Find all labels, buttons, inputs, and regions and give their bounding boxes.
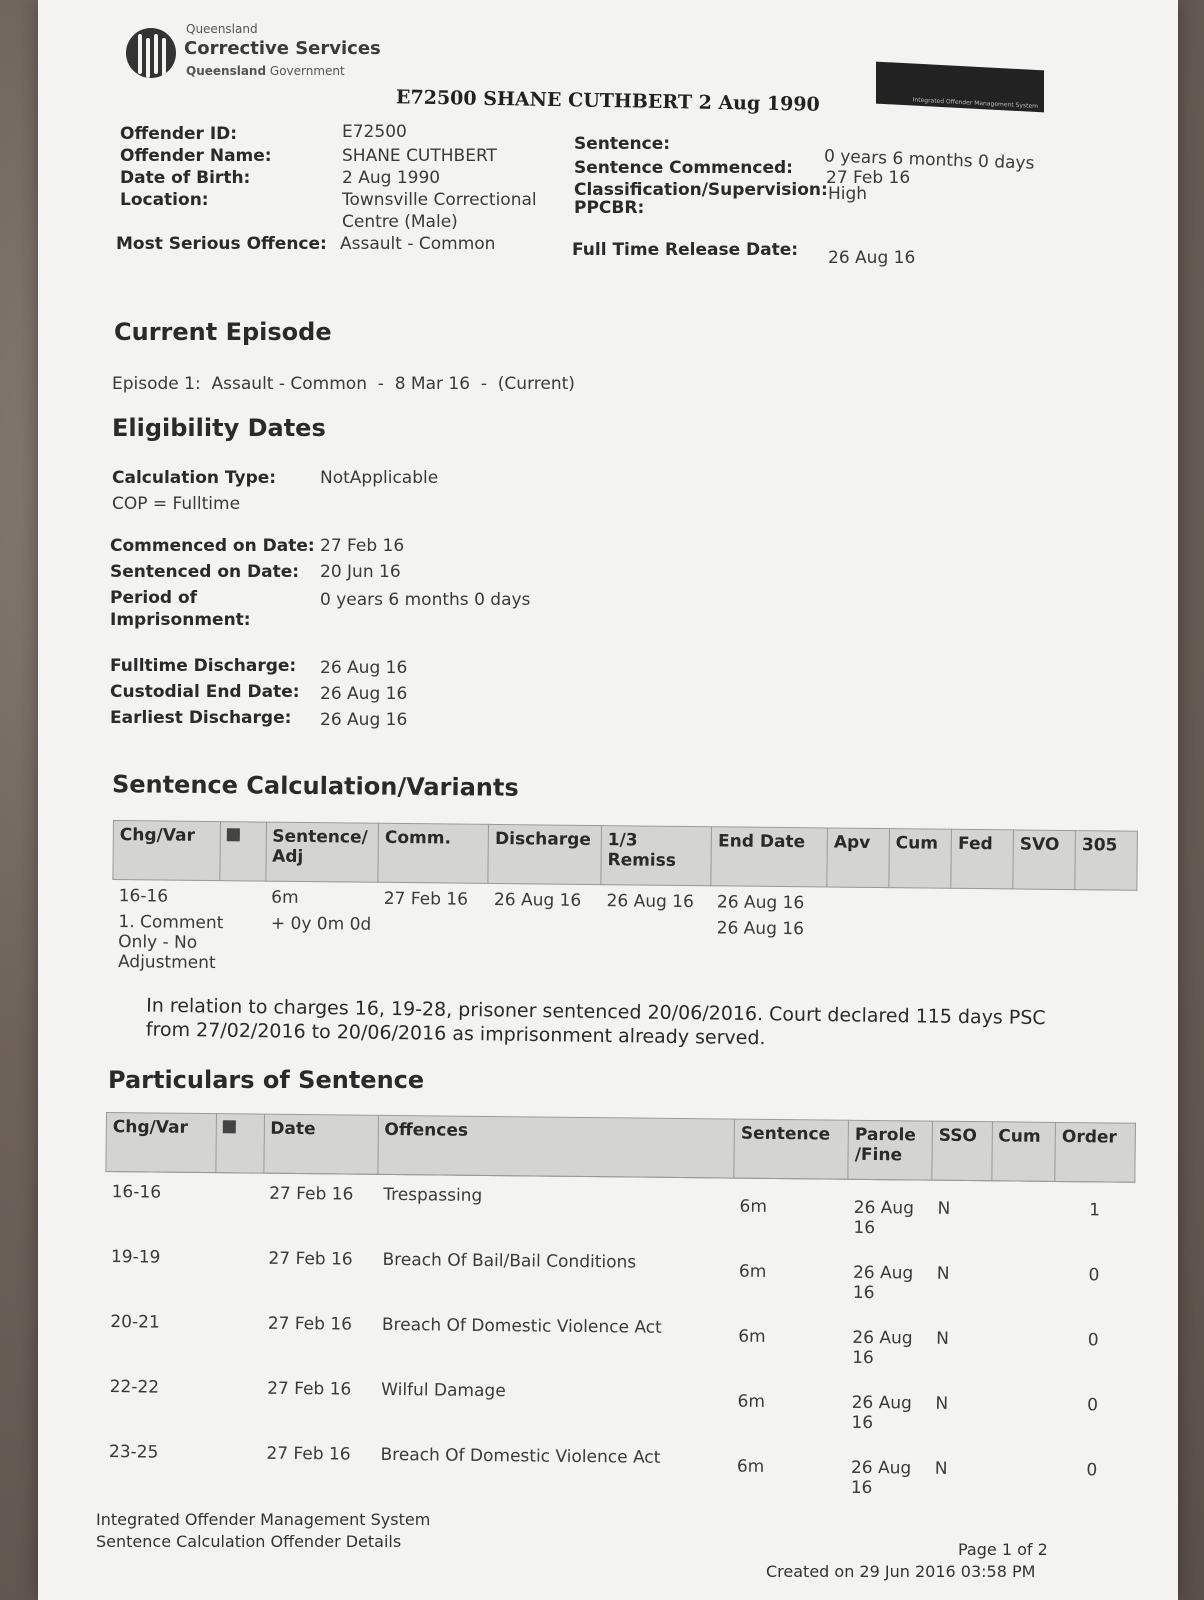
sentence-length: 0 years 6 months 0 days [823, 146, 1035, 174]
table-row: 19-19 27 Feb 16 Breach Of Bail/Bail Conditions 6m 26 Aug 16 N 0 [110, 1247, 1100, 1304]
col-chg-var: Chg/Var [106, 1113, 217, 1173]
page-number: Page 1 of 2 [958, 1540, 1048, 1559]
commenced-on-label: Commenced on Date: [110, 536, 315, 556]
offender-id: E72500 [342, 122, 407, 142]
col-sentence: Sentence [734, 1119, 849, 1179]
particulars-table [102, 1112, 1136, 1508]
classification-label: Classification/Supervision: [574, 180, 828, 200]
calc-remiss: 26 Aug 16 [606, 891, 694, 913]
earliest-discharge: 26 Aug 16 [320, 710, 408, 730]
commenced-label: Sentence Commenced: [574, 158, 793, 178]
current-episode-heading: Current Episode [114, 318, 332, 346]
sentenced-on: 20 Jun 16 [320, 562, 401, 582]
cop-text: COP = Fulltime [112, 494, 241, 514]
dob-label: Date of Birth: [120, 168, 251, 188]
offender-name-label: Offender Name: [120, 146, 272, 166]
col-end-date: End Date [711, 827, 827, 887]
calc-end-date-2: 26 Aug 16 [716, 918, 805, 940]
earliest-discharge-label: Earliest Discharge: [110, 708, 292, 728]
dob: 2 Aug 1990 [342, 168, 441, 188]
square-icon [223, 1120, 236, 1133]
location-line2: Centre (Male) [342, 212, 458, 232]
col-cum: Cum [889, 829, 952, 889]
ppcbr-label: PPCBR: [574, 198, 645, 218]
calc-sentence: 6m [271, 887, 299, 908]
calc-type-label: Calculation Type: [112, 468, 277, 488]
qcs-logo-icon [126, 28, 176, 78]
most-serious-offence: Assault - Common [340, 234, 496, 254]
sentenced-on-label: Sentenced on Date: [110, 562, 300, 582]
col-marker [216, 1114, 264, 1173]
offence-label: Most Serious Offence: [116, 234, 327, 254]
col-order: Order [1055, 1122, 1135, 1182]
court-note: In relation to charges 16, 19-28, prisoner sentenced 20/06/2016. Court declared 115 days PSC from 27/02/2016 to 20/06/2016 as imprisonment already served. [145, 994, 1046, 1050]
calc-discharge: 26 Aug 16 [493, 889, 582, 911]
col-comm: Comm. [378, 823, 489, 883]
col-discharge: Discharge [488, 824, 601, 884]
custodial-end-date: 26 Aug 16 [320, 684, 408, 704]
table-row: 16-16 27 Feb 16 Trespassing 6m 26 Aug 16 N 1 [111, 1182, 1101, 1239]
sentence-commenced: 27 Feb 16 [826, 168, 911, 188]
document-page [38, 0, 1178, 1600]
logo-government: Queensland Government [186, 64, 345, 78]
fulltime-discharge: 26 Aug 16 [320, 658, 408, 678]
calc-comment: 1. Comment Only - No Adjustment [117, 912, 224, 974]
sentence-label: Sentence: [574, 134, 671, 154]
period-label-2: Imprisonment: [110, 610, 251, 630]
offender-id-label: Offender ID: [120, 124, 238, 144]
iomis-banner: Integrated Offender Management System [876, 62, 1044, 113]
col-fed: Fed [951, 829, 1013, 889]
offender-name: SHANE CUTHBERT [342, 146, 497, 166]
col-offences: Offences [377, 1115, 734, 1178]
period-of-imprisonment: 0 years 6 months 0 days [320, 590, 531, 610]
col-cum: Cum [991, 1122, 1055, 1182]
particulars-heading: Particulars of Sentence [108, 1066, 425, 1094]
table-row: 22-22 27 Feb 16 Wilful Damage 6m 26 Aug 16 N 0 [109, 1377, 1099, 1434]
full-time-release-date: 26 Aug 16 [828, 248, 916, 268]
logo-state: Queensland [186, 22, 258, 36]
commenced-on: 27 Feb 16 [320, 536, 405, 556]
col-sentence-adj: Sentence/ Adj [265, 822, 378, 882]
calc-end-date: 26 Aug 16 [716, 892, 805, 914]
calc-comm: 27 Feb 16 [383, 888, 469, 910]
location-line1: Townsville Correctional [342, 190, 537, 210]
fulltime-discharge-label: Fulltime Discharge: [110, 656, 297, 676]
col-305: 305 [1075, 831, 1137, 891]
table-row: 20-21 27 Feb 16 Breach Of Domestic Violence Act 6m 26 Aug 16 N 0 [110, 1312, 1099, 1369]
table-header-row [113, 821, 1138, 891]
episode-line: Episode 1: Assault - Common - 8 Mar 16 - (Current) [112, 374, 575, 394]
col-date: Date [263, 1114, 378, 1174]
period-label-1: Period of [110, 588, 198, 608]
document-title: E72500 SHANE CUTHBERT 2 Aug 1990 [395, 86, 820, 116]
classification: High [828, 184, 868, 204]
square-icon [227, 828, 240, 841]
col-svo: SVO [1013, 830, 1076, 890]
release-label: Full Time Release Date: [572, 240, 799, 260]
calc-chg: 16-16 [118, 886, 169, 907]
table-row [112, 906, 1137, 983]
sentence-calc-heading: Sentence Calculation/Variants [111, 770, 519, 802]
col-chg-var: Chg/Var [113, 821, 221, 881]
eligibility-heading: Eligibility Dates [112, 414, 326, 442]
col-apv: Apv [827, 828, 889, 888]
custodial-end-label: Custodial End Date: [110, 682, 300, 702]
created-timestamp: Created on 29 Jun 2016 03:58 PM [766, 1562, 1036, 1581]
col-marker [220, 822, 266, 881]
footer-report: Sentence Calculation Offender Details [96, 1532, 402, 1551]
table-row: 23-25 27 Feb 16 Breach Of Domestic Violence Act 6m 26 Aug 16 N 0 [108, 1442, 1098, 1499]
table-header-row [106, 1113, 1136, 1183]
col-remiss: 1/3 Remiss [601, 826, 712, 886]
sentence-calc-table [111, 820, 1138, 983]
logo-agency: Corrective Services [184, 38, 381, 59]
footer-system: Integrated Offender Management System [96, 1510, 431, 1529]
calc-type: NotApplicable [320, 468, 439, 488]
location-label: Location: [120, 190, 209, 210]
col-parole-fine: Parole /Fine [848, 1120, 932, 1180]
calc-adjustment: + 0y 0m 0d [270, 913, 372, 935]
col-sso: SSO [932, 1121, 992, 1181]
